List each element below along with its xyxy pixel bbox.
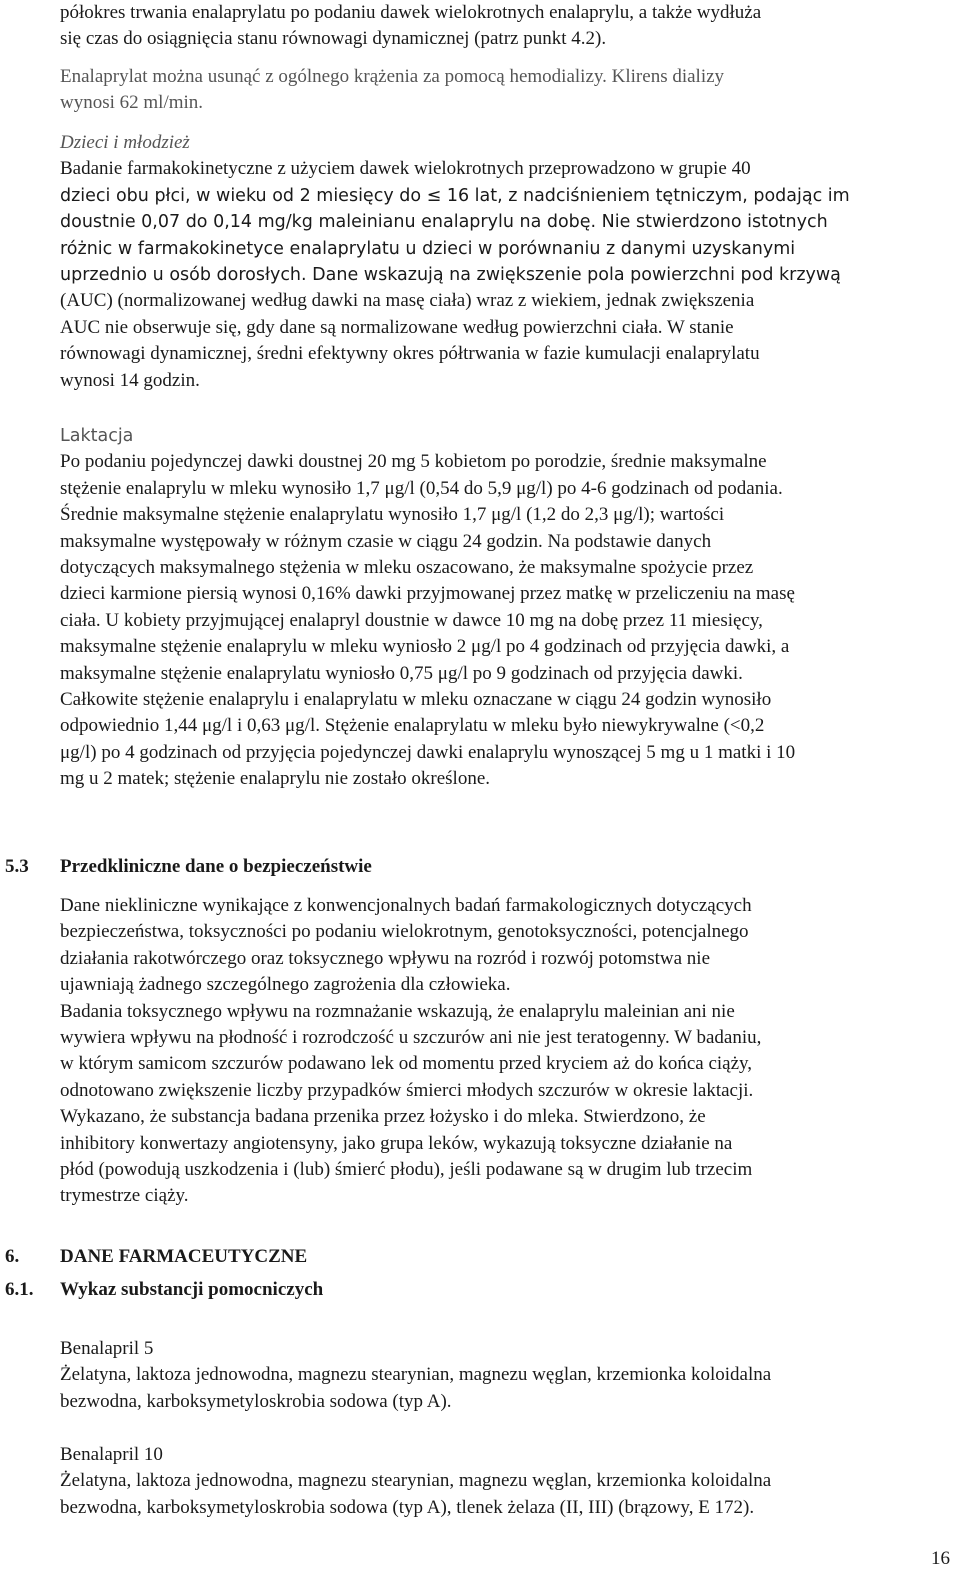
text-line: (AUC) (normalizowanej według dawki na masę ciała) wraz z wiekiem, jednak zwiększenia [60,290,755,312]
section-6-number: 6. [5,1246,20,1267]
text-line: się czas do osiągnięcia stanu równowagi dynamicznej (patrz punkt 4.2). [60,28,607,50]
lactation-heading: Laktacja [60,426,134,446]
text-line: wynosi 62 ml/min. [60,92,204,114]
text-line: płód (powodują uszkodzenia i (lub) śmierć płodu), jeśli podawane są w drugim lub trzecim [60,1159,753,1181]
text-line: Enalaprylat można usunąć z ogólnego krążenia za pomocą hemodializy. Klirens dializy [60,66,725,87]
section-6-1-title: Wykaz substancji pomocniczych [60,1279,324,1300]
benalapril-10-block [60,1442,953,1521]
lactation-section [60,423,953,793]
dialysis-paragraph [60,64,953,117]
text-line: działania rakotwórczego oraz toksycznego wpływu na rozród i rozwój potomstwa nie [60,947,710,969]
text-line: mg u 2 matek; stężenie enalaprylu nie zostało określone. [60,768,490,790]
children-heading: Dzieci i młodzież [60,132,190,153]
text-line: AUC nie obserwuje się, gdy dane są normalizowane według powierzchni ciała. W stanie [60,316,734,338]
text-line: doustnie 0,07 do 0,14 mg/kg maleinianu enalaprylu na dobę. Nie stwierdzono istotnych [60,212,828,233]
text-line: Żelatyna, laktoza jednowodna, magnezu stearynian, magnezu węglan, krzemionka koloidalna [60,1364,772,1386]
text-line: wynosi 14 godzin. [60,369,200,391]
text-line: równowagi dynamicznej, średni efektywny okres półtrwania w fazie kumulacji enalaprylatu [60,343,760,365]
children-section [60,130,953,394]
text-line: dotyczących maksymalnego stężenia w mleku oszacowano, że maksymalne spożycie przez [60,557,754,579]
text-line: Całkowite stężenie enalaprylu i enalaprylatu w mleku oznaczane w ciągu 24 godzin wynosiło [60,689,772,711]
text-line: w którym samicom szczurów podawano lek od momentu przed kryciem aż do końca ciąży, [60,1053,753,1075]
text-line: wywiera wpływu na płodność i rozrodczość u szczurów ani nie jest teratogenny. W badaniu, [60,1027,762,1049]
text-line: różnic w farmakokinetyce enalaprylatu u dzieci w porównaniu z danymi uzyskanymi [60,238,796,259]
text-line: odpowiednio 1,44 μg/l i 0,63 μg/l. Stężenie enalaprylatu w mleku było niewykrywalne (<0,2 [60,715,765,737]
text-line: półokres trwania enalaprylatu po podaniu dawek wielokrotnych enalaprylu, a także wydłuża [60,2,762,23]
text-line: bezwodna, karboksymetyloskrobia sodowa (typ A). [60,1390,452,1412]
section-6-title: DANE FARMACEUTYCZNE [60,1246,308,1267]
text-line: maksymalne występowały w różnym czasie w ciągu 24 godzin. Na podstawie danych [60,530,712,552]
text-line: Średnie maksymalne stężenie enalaprylatu wynosiło 1,7 μg/l (1,2 do 2,3 μg/l); wartości [60,504,725,526]
product-name: Benalapril 10 [60,1444,163,1465]
text-line: stężenie enalaprylu w mleku wynosiło 1,7 μg/l (0,54 do 5,9 μg/l) po 4-6 godzinach od podania. [60,477,783,499]
text-line: maksymalne stężenie enalaprylatu wyniosło 0,75 μg/l po 9 godzinach od przyjęcia dawki. [60,662,743,684]
text-line: Badanie farmakokinetyczne z użyciem dawek wielokrotnych przeprowadzono w grupie 40 [60,158,751,180]
text-line: Żelatyna, laktoza jednowodna, magnezu stearynian, magnezu węglan, krzemionka koloidalna [60,1470,772,1492]
text-line: trymestrze ciąży. [60,1185,189,1207]
text-line: uprzednio u osób dorosłych. Dane wskazują na zwiększenie pola powierzchni pod krzywą [60,265,841,286]
text-line: Dane niekliniczne wynikające z konwencjonalnych badań farmakologicznych dotyczących [60,895,752,916]
section-5-3-body [60,893,953,1210]
text-line: dzieci obu płci, w wieku od 2 miesięcy do ≤ 16 lat, z nadciśnieniem tętniczym, podając im [60,185,850,206]
benalapril-5-block [60,1336,953,1415]
page-number: 16 [931,1548,950,1569]
text-line: μg/l) po 4 godzinach od przyjęcia pojedynczej dawki enalaprylu wynoszącej 5 mg u 1 matki i 10 [60,741,796,763]
intro-paragraph [60,0,953,53]
text-line: Po podaniu pojedynczej dawki doustnej 20 mg 5 kobietom po porodzie, średnie maksymalne [60,451,767,473]
section-6-1-number: 6.1. [5,1279,34,1300]
text-line: dzieci karmione piersią wynosi 0,16% dawki przyjmowanej przez matkę w przeliczeniu na masę [60,583,795,605]
text-line: ujawniają żadnego szczególnego zagrożenia dla człowieka. [60,974,511,996]
text-line: maksymalne stężenie enalaprylu w mleku wyniosło 2 μg/l po 4 godzinach od przyjęcia dawki, a [60,636,790,658]
section-5-3-number: 5.3 [5,856,29,877]
text-line: odnotowano zwiększenie liczby przypadków śmierci młodych szczurów w okresie laktacji. [60,1079,754,1101]
section-5-3-title: Przedkliniczne dane o bezpieczeństwie [60,856,372,877]
text-line: bezwodna, karboksymetyloskrobia sodowa (typ A), tlenek żelaza (II, III) (brązowy, E 172). [60,1496,755,1518]
text-line: Badania toksycznego wpływu na rozmnażanie wskazują, że enalaprylu maleinian ani nie [60,1000,735,1022]
text-line: inhibitory konwertazy angiotensyny, jako grupa leków, wykazują toksyczne działanie na [60,1132,733,1154]
product-name: Benalapril 5 [60,1338,154,1359]
text-line: bezpieczeństwa, toksyczności po podaniu wielokrotnym, genotoksyczności, potencjalnego [60,921,749,943]
text-line: Wykazano, że substancja badana przenika przez łożysko i do mleka. Stwierdzono, że [60,1106,706,1128]
text-line: ciała. U kobiety przyjmującej enalapryl doustnie w dawce 10 mg na dobę przez 11 miesięcy, [60,609,763,631]
